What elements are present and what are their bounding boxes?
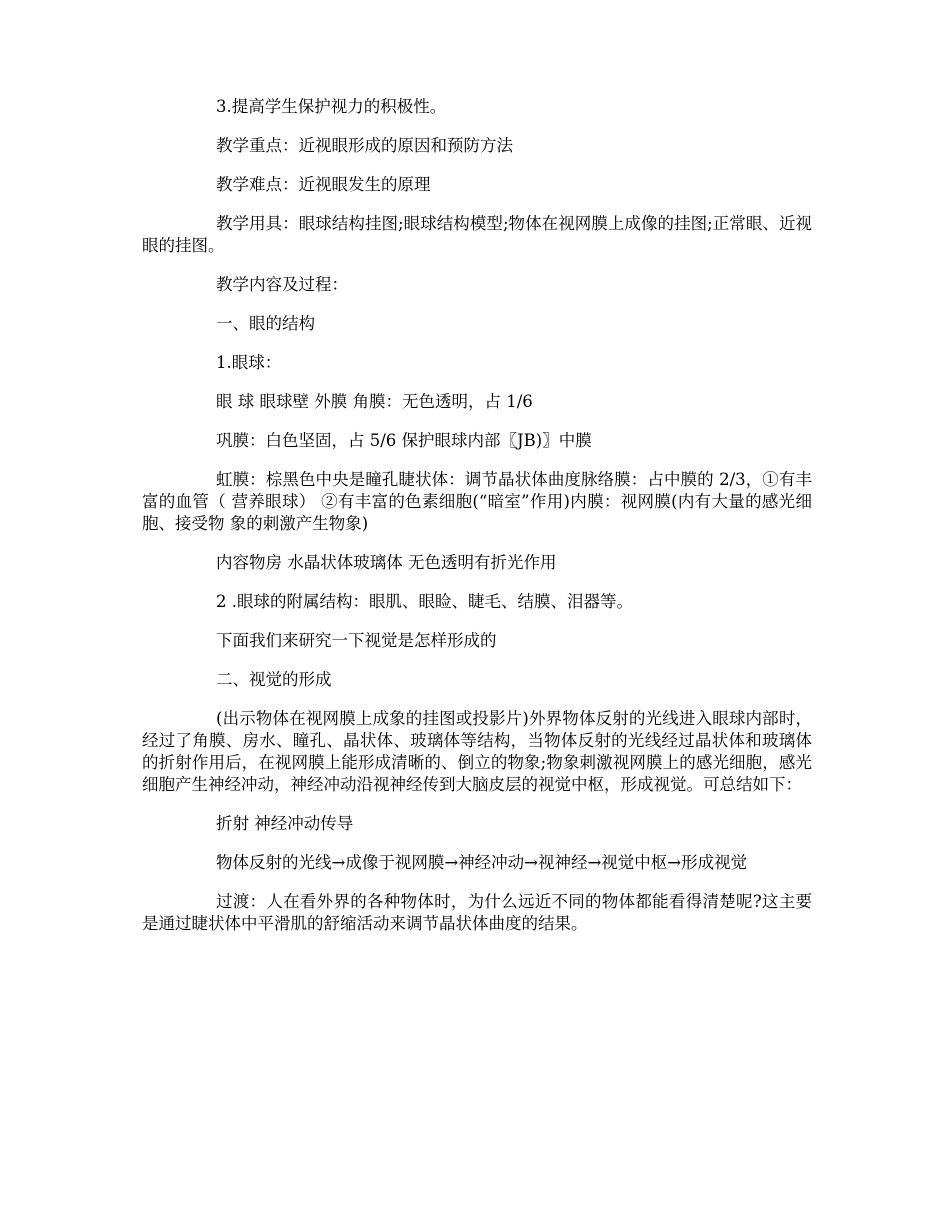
document-body bbox=[142, 96, 812, 952]
paragraph-content-process: 教学内容及过程： bbox=[216, 275, 348, 294]
paragraph-teaching-focus: 教学重点：近视眼形成的原因和预防方法 bbox=[216, 136, 513, 155]
paragraph-vision-pathway: 物体反射的光线→成像于视网膜→神经冲动→视神经→视觉中枢→形成视觉 bbox=[216, 853, 748, 872]
section-heading-eye-structure: 一、眼的结构 bbox=[216, 314, 315, 333]
paragraph-transition-accommodation: 过渡：人在看外界的各种物体时，为什么远近不同的物体都能看得清楚呢?这主要是通过睫状体中平滑肌的舒缩活动来调节晶状体曲度的结果。 bbox=[142, 892, 812, 933]
section-heading-vision-formation: 二、视觉的形成 bbox=[216, 670, 332, 689]
paragraph-sclera: 巩膜：白色坚固，占 5/6 保护眼球内部〖JB)〗中膜 bbox=[216, 431, 592, 450]
paragraph-vision-process: (出示物体在视网膜上成象的挂图或投影片)外界物体反射的光线进入眼球内部时，经过了角膜、房水、瞳孔、晶状体、玻璃体等结构，当物体反射的光线经过晶状体和玻璃体的折射作用后，在视网膜上能形成清晰的、倒立的物象;物象刺激视网膜上的感光细胞，感光细胞产生神经冲动，神经冲动沿视神经传到大脑皮层的视觉中枢，形成视觉。可总结如下： bbox=[142, 709, 812, 794]
paragraph-cornea: 眼 球 眼球壁 外膜 角膜：无色透明，占 1/6 bbox=[216, 392, 533, 411]
paragraph-iris: 虹膜：棕黑色中央是瞳孔睫状体：调节晶状体曲度脉络膜：占中膜的 2/3，①有丰富的血管（ 营养眼球） ②有丰富的色素细胞(“暗室”作用)内膜：视网膜(内有大量的感光细胞、接受物 象的刺激产生物象) bbox=[142, 470, 812, 533]
paragraph-transition-vision: 下面我们来研究一下视觉是怎样形成的 bbox=[216, 631, 497, 650]
subheading-eyeball: 1.眼球： bbox=[216, 353, 282, 372]
paragraph-teaching-tools: 教学用具：眼球结构挂图;眼球结构模型;物体在视网膜上成像的挂图;正常眼、近视眼的挂图。 bbox=[142, 214, 812, 255]
paragraph-contents: 内容物房 水晶状体玻璃体 无色透明有折光作用 bbox=[216, 553, 557, 572]
paragraph-refraction-label: 折射 神经冲动传导 bbox=[216, 814, 354, 833]
paragraph-accessory-structures: 2 .眼球的附属结构：眼肌、眼睑、睫毛、结膜、泪器等。 bbox=[216, 592, 633, 611]
paragraph-teaching-difficulty: 教学难点：近视眼发生的原理 bbox=[216, 175, 431, 194]
paragraph-objective-3: 3.提高学生保护视力的积极性。 bbox=[216, 97, 447, 116]
